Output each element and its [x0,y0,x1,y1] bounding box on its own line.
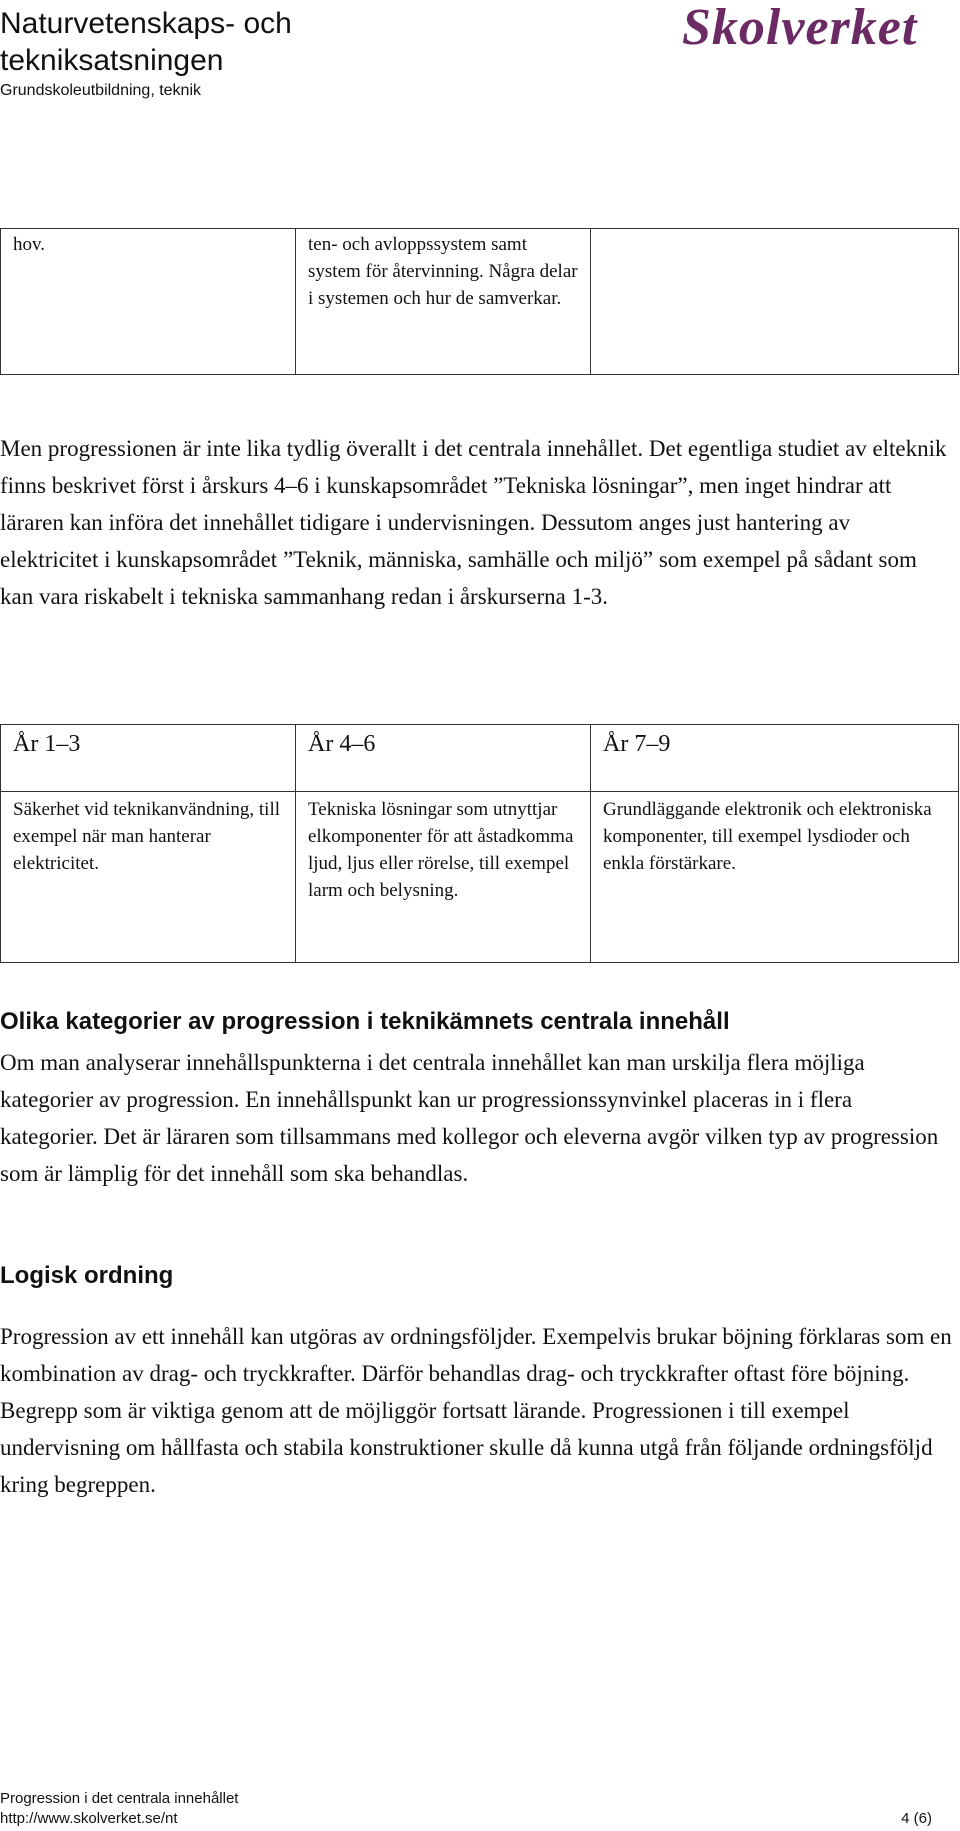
skolverket-logo: Skolverket [682,0,918,56]
table-row [1,229,959,375]
table-cell: hov. [1,229,296,375]
document-subtitle: Grundskoleutbildning, teknik [0,82,202,99]
table-row [1,792,959,963]
table-cell: ten- och avloppssystem samt system för återvinning. Några delar i systemen och hur de samverkar. [296,229,591,375]
table-header-cell: År 7–9 [591,725,959,792]
footer-url[interactable]: http://www.skolverket.se/nt [0,1810,178,1827]
subsection-heading: Logisk ordning [0,1262,174,1289]
table-cell [591,229,959,375]
document-title-line1: Naturvetenskaps- och [0,7,292,40]
table-header-row [1,725,959,792]
subsection-paragraph: Progression av ett innehåll kan utgöras av ordningsföljder. Exempelvis brukar böjning förklaras som en kombination av drag- och tryckkrafter. Därför behandlas drag- och tryckkrafter oftast före böjning. Begrepp som är viktiga genom att de möjliggör fortsatt lärande. Progressionen i till exempel undervisning om hållfasta och stabila konstruktioner skulle då kunna utgå från följande ordningsföljd kring begreppen. [0,1324,952,1497]
table-header-cell: År 1–3 [1,725,296,792]
page-header [0,0,960,110]
document-title-line2: tekniksatsningen [0,44,224,77]
section-heading: Olika kategorier av progression i teknikämnets centrala innehåll [0,1008,730,1035]
section-paragraph: Om man analyserar innehållspunkterna i det centrala innehållet kan man urskilja flera möjliga kategorier av progression. En innehållspunkt kan ur progressionssynvinkel placeras in i flera kategorier. Det är läraren som tillsammans med kollegor och eleverna avgör vilken typ av progression som är lämplig för det innehåll som ska behandlas. [0,1050,939,1186]
document-title [0,5,560,79]
page-number: 4 (6) [901,1810,932,1827]
table-cell: Säkerhet vid teknikanvändning, till exempel när man hanterar elektricitet. [1,792,296,963]
table-cell: Grundläggande elektronik och elektroniska komponenter, till exempel lysdioder och enkla förstärkare. [591,792,959,963]
body-paragraph: Men progressionen är inte lika tydlig överallt i det centrala innehållet. Det egentliga studiet av elteknik finns beskrivet först i årskurs 4–6 i kunskapsområdet ”Tekniska lösningar”, men inget hindrar att läraren kan införa det innehållet tidigare i undervisningen. Dessutom anges just hantering av elektricitet i kunskapsområdet ”Teknik, människa, samhälle och miljö” som exempel på sådant som kan vara riskabelt i tekniska sammanhang redan i årskurserna 1-3. [0,436,947,609]
continued-table [0,228,959,375]
table-cell: Tekniska lösningar som utnyttjar elkomponenter för att åstadkomma ljud, ljus eller rörelse, till exempel larm och belysning. [296,792,591,963]
year-progression-table [0,724,959,963]
footer-doc-name: Progression i det centrala innehållet [0,1790,239,1807]
page-footer [0,1789,940,1829]
table-header-cell: År 4–6 [296,725,591,792]
